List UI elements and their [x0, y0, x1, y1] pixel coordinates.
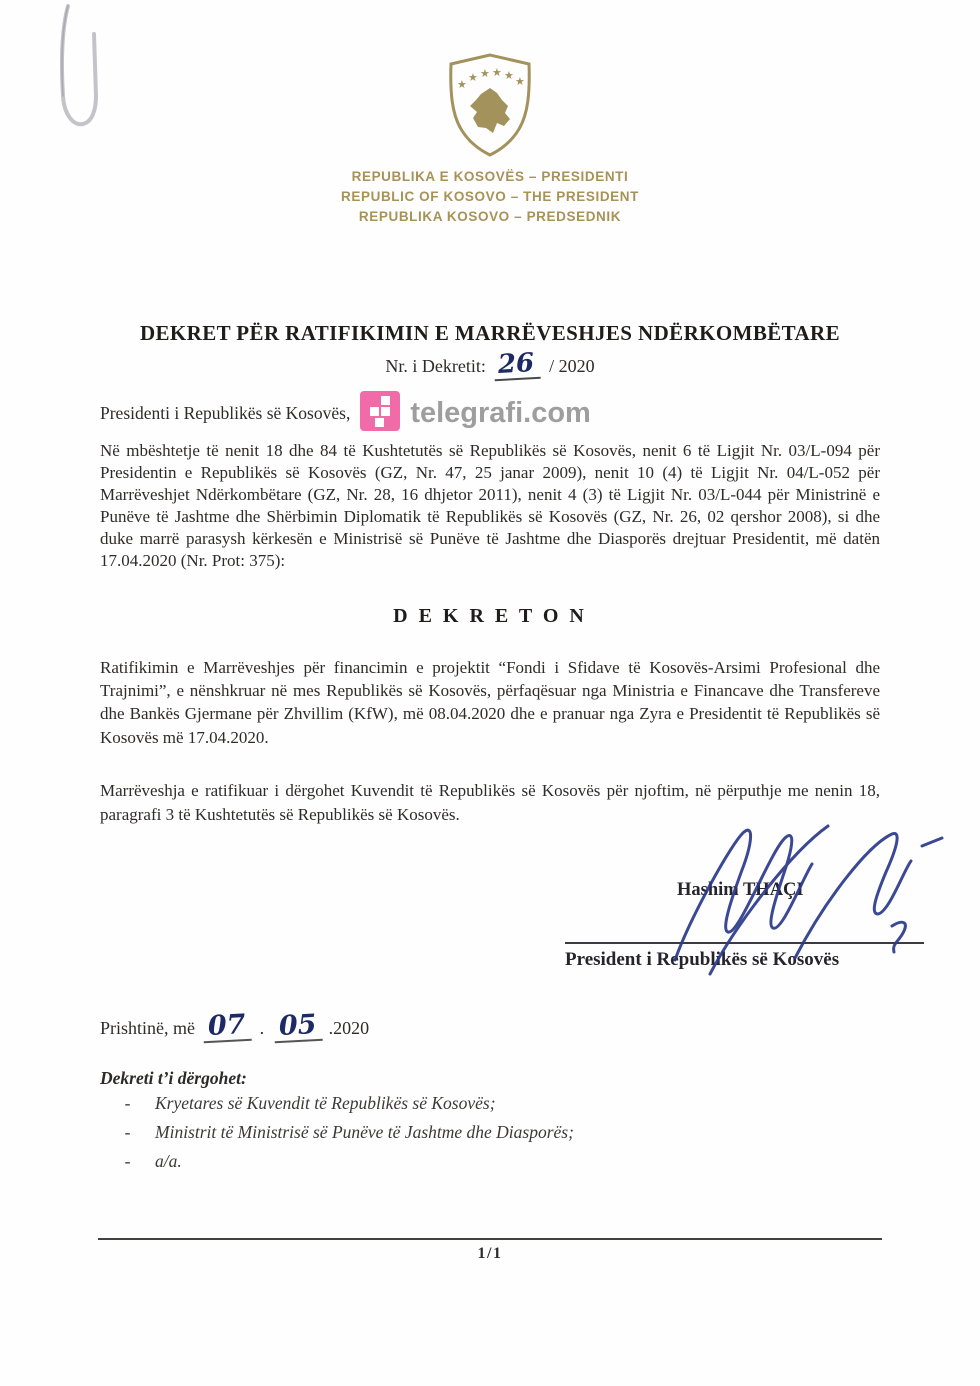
stars-arc-icon [457, 66, 525, 91]
distribution-item-text: Kryetares së Kuvendit të Republikës së Kosovës; [155, 1093, 496, 1114]
date-separator: . [259, 1018, 265, 1039]
kosovo-shield-icon [419, 50, 561, 158]
page-indicator: 1/1 [477, 1245, 503, 1262]
svg-text:★: ★ [515, 75, 525, 88]
list-dash-marker: - [124, 1093, 131, 1114]
page-footer [98, 1238, 882, 1263]
footer-rule [98, 1238, 882, 1240]
kosovo-map-icon [470, 88, 510, 133]
signatory-title: President i Republikës së Kosovës [565, 949, 840, 971]
svg-text:★: ★ [480, 67, 490, 80]
distribution-heading: Dekreti t’i dërgohet: [100, 1068, 247, 1089]
paragraph-ratification: Ratifikimin e Marrëveshjes për financimin e projektit “Fondi i Sfidave të Kosovës-Arsimi Profesional dhe Trajnimi”, e nënshkruar në mes Republikës së Kosovës, përfaqësuar nga Ministria e Financave dhe Transfereve dhe Bankës Gjermane për Zhvillim (KfW), më 08.04.2020 dhe e pranuar nga Zyra e Presidentit të Republikës së Kosovës më 17.04.2020. [100, 657, 880, 747]
decree-number-year: / 2020 [549, 356, 595, 376]
decree-heading: D E K R E T O N [393, 604, 587, 627]
signature-block [565, 840, 930, 978]
place-date-line [100, 1009, 880, 1043]
presidential-emblem [0, 0, 980, 227]
intro-row [100, 392, 880, 434]
distribution-section [100, 1068, 880, 1176]
paragraph-legal-basis: Në mbështetje të nenit 18 dhe 84 të Kushtetutës së Republikës së Kosovës, nenit 6 të Ligjit Nr. 03/L-094 për Presidentin e Republikës së Kosovës (GZ, Nr. 47, 25 janar 2009), nenit 10 (4) të Ligjit Nr. 04/L-052 për Marrëveshjet Ndërkombëtare (GZ, Nr. 28, 16 dhjetor 2011), nenit 4 (3) të Ligjit Nr. 03/L-044 për Ministrinë e Punëve të Jashtme dhe Shërbimin Diplomatik të Republikës së Kosovës (GZ, Nr. 26, 02 qershor 2008), si dhe duke marrë parasysh kërkesën e Ministrisë së Punëve të Jashtme dhe Diasporës drejtuar Presidentit, më datën 17.04.2020 (Nr. Prot: 375): [100, 441, 880, 571]
list-dash-marker: - [124, 1151, 131, 1172]
intro-text: Presidenti i Republikës së Kosovës, [100, 402, 351, 423]
signature-line [565, 942, 924, 944]
org-line-albanian: REPUBLIKA E KOSOVËS – PRESIDENTI [351, 169, 629, 184]
watermark-brand-text: telegrafi.com [410, 396, 591, 429]
month-handwritten: 05 [273, 1011, 322, 1043]
distribution-item-text: Ministrit të Ministrisë së Punëve të Jashtme dhe Diasporës; [155, 1122, 574, 1143]
svg-text:★: ★ [504, 69, 514, 82]
list-dash-marker: - [124, 1122, 131, 1143]
svg-text:★: ★ [492, 66, 502, 79]
date-year: .2020 [328, 1018, 370, 1039]
distribution-item [100, 1118, 880, 1147]
org-line-english: REPUBLIC OF KOSOVO – THE PRESIDENT [341, 189, 639, 204]
paperclip-icon [52, 0, 114, 137]
place-date-prefix: Prishtinë, më [100, 1018, 195, 1039]
svg-text:★: ★ [468, 71, 478, 84]
svg-text:★: ★ [457, 78, 467, 91]
day-handwritten: 07 [202, 1011, 251, 1043]
signatory-name: Hashim THAÇI [677, 880, 804, 901]
distribution-item [100, 1147, 880, 1176]
paragraph-notification: Marrëveshja e ratifikuar i dërgohet Kuvendit të Republikës së Kosovës për njoftim, në përputhje me nenin 18, paragrafi 3 të Kushtetutës së Republikës së Kosovës. [100, 781, 880, 824]
org-header [0, 167, 980, 227]
decree-number-label: Nr. i Dekretit: [385, 356, 486, 376]
distribution-item [100, 1089, 880, 1118]
decree-number-line [100, 348, 880, 380]
decree-number-handwritten: 26 [494, 350, 542, 381]
org-line-serbian: REPUBLIKA KOSOVO – PREDSEDNIK [358, 209, 622, 224]
telegrafi-logo-icon [360, 391, 400, 436]
distribution-item-text: a/a. [155, 1151, 182, 1172]
document-title: DEKRET PËR RATIFIKIMIN E MARRËVESHJES NDËRKOMBËTARE [139, 321, 841, 345]
